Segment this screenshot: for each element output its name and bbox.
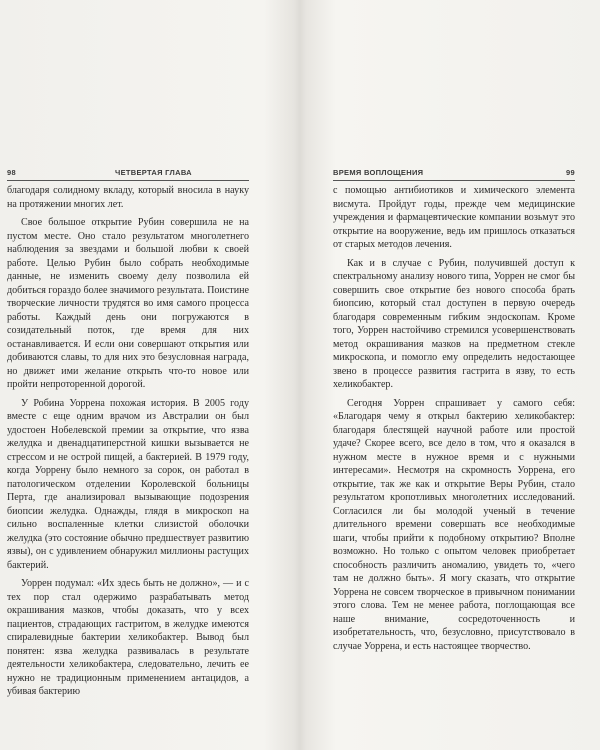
chapter-title: ВРЕМЯ ВОПЛОЩЕНИЯ [333,168,424,177]
page-number: 98 [7,168,16,177]
paragraph: с помощью антибиотиков и химического элемента висмута. Пройдут годы, прежде чем медицинские учреждения и фармацевтические компании возьмут это открытие на вооружение, ведь им пришлось отказаться от старых методов лечения. [333,185,575,250]
page-body [7,184,249,699]
paragraph: Уоррен подумал: «Их здесь быть не должно», — и с тех пор стал одержимо разрабатывать метод окрашивания мазков, чтобы доказать, что у всех пациентов, страдающих гастритом, в желудке имеются спиралевидные бактерии хеликобактер. Вывод был понятен: язва желудка развивалась в результате деятельности хеликобактера, следовательно, лечить ее нужно не традиционным применением антацидов, а убивая бактерию [7,578,249,697]
page-body [333,184,575,653]
paragraph: Как и в случае с Рубин, получившей доступ к спектральному анализу нового типа, Уоррен не смог бы совершить свое открытие без нового способа брать биопсию, который стал доступен в первую очередь благодаря современным гибким эндоскопам. Кроме того, Уоррен настойчиво стремился усовершенствовать метод окрашивания мазков на предметном стекле микроскопа, и помогло ему определить недостающее звено в процессе развития гастрита в язву, то есть хеликобактер. [333,257,575,390]
paragraph: Сегодня Уоррен спрашивает у самого себя: «Благодаря чему я открыл бактерию хеликобактер: благодаря блестящей научной работе или простой удаче? Скорее всего, все дело в том, что я оказался в нужном месте в нужное время и с нужными интересами». Несмотря на скромность Уоррена, его открытие, так же как и открытие Веры Рубин, стало результатом кропотливых многолетних исследований. Согласился ли бы молодой ученый в течение длительного времени совершать все необходимые шаги, чтобы прийти к подобному открытию? Вполне возможно. Но только с опытом человек приобретает способность различить аномалию, увидеть то, «чего там не должно быть». Я могу сказать, что открытие Уоррена не совсем творческое в привычном понимании этого слова. Тем не менее работа, поглощающая все наше внимание, сосредоточенность и изобретательность, что, безусловно, присутствовало в случае Уоррена, и есть настоящее творчество. [333,397,575,652]
paragraph: У Робина Уоррена похожая история. В 2005 году вместе с еще одним врачом из Австралии он был удостоен Нобелевской премии за открытие, что язва желудка и двенадцатиперстной кишки вызывается не стрессом и не острой пищей, а бактерией. В 1979 году, когда Уоррену было немного за сорок, он работал в патологическом отделении Королевской больницы Перта, где анализировал вызывающие подозрения биопсии желудка. Однажды, глядя в микроскоп на сильно воспаленные клетки слизистой оболочки желудка (это состояние обычно предшествует развитию язвы), он с удивлением обнаружил миллионы растущих бактерий. [7,397,249,571]
left-page [7,168,249,699]
paragraph: благодаря солидному вкладу, который вносила в науку на протяжении многих лет. [7,185,249,210]
right-page [333,168,575,653]
paragraph: Свое большое открытие Рубин совершила не на пустом месте. Оно стало результатом многолетнего наблюдения за звездами и большой любви к своей работе. Целью Рубин было собрать необходимые данные, не изменить своему делу позволила ей добиться гораздо более значимого результата. Поистине творческие личности трудятся во имя самого процесса работы. Каждый день они погружаются в созидательный поток, где время для них останавливается. И если они совершают открытия или добиваются славы, то для них это безусловная награда, но движет ими желание открыть что-то новое или пройти непроторенной дорогой. [7,217,249,390]
running-header [7,168,249,181]
running-header [333,168,575,181]
chapter-title: ЧЕТВЕРТАЯ ГЛАВА [115,168,192,177]
page-number: 99 [566,168,575,177]
